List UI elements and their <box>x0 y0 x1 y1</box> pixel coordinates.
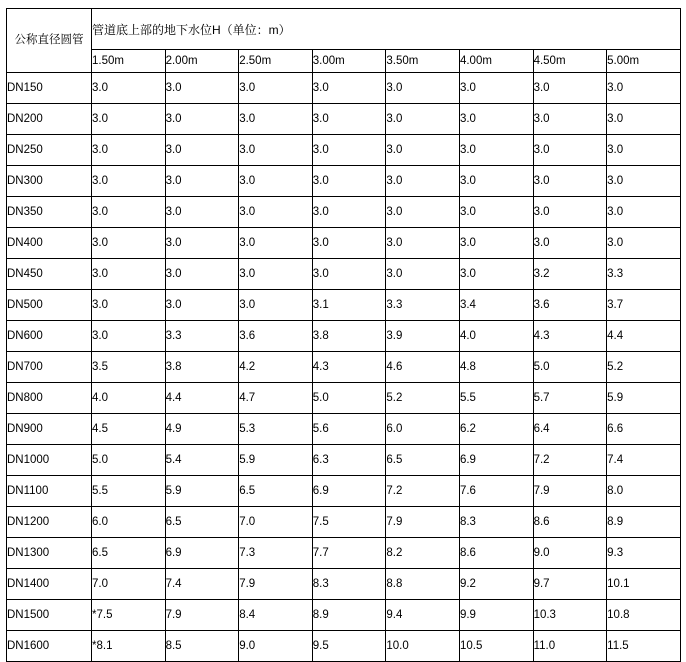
table-cell: 6.0 <box>92 507 166 538</box>
table-cell: 3.3 <box>386 290 460 321</box>
table-cell: 6.9 <box>165 538 239 569</box>
table-row <box>7 507 681 538</box>
table-cell: 5.5 <box>459 383 533 414</box>
table-cell: 3.0 <box>312 104 386 135</box>
table-row <box>7 600 681 631</box>
table-cell: 3.0 <box>607 73 681 104</box>
table-cell: 3.0 <box>459 228 533 259</box>
row-label: DN150 <box>7 73 92 104</box>
pipe-diameter-groundwater-table <box>6 8 681 662</box>
table-cell: 8.4 <box>239 600 313 631</box>
table-cell: 3.0 <box>459 166 533 197</box>
table-cell: 3.0 <box>92 166 166 197</box>
row-label: DN1300 <box>7 538 92 569</box>
table-cell: 3.0 <box>533 73 607 104</box>
row-label: DN1200 <box>7 507 92 538</box>
table-cell: 3.0 <box>239 197 313 228</box>
table-cell: 10.1 <box>607 569 681 600</box>
table-cell: 3.0 <box>607 104 681 135</box>
table-row <box>7 135 681 166</box>
column-header-6: 4.50m <box>533 50 607 73</box>
table-cell: 11.5 <box>607 631 681 662</box>
table-cell: 3.0 <box>312 228 386 259</box>
column-header-1: 2.00m <box>165 50 239 73</box>
table-cell: 7.9 <box>386 507 460 538</box>
table-cell: 3.0 <box>92 228 166 259</box>
table-cell: 4.4 <box>165 383 239 414</box>
table-cell: 3.0 <box>459 104 533 135</box>
table-cell: 3.8 <box>312 321 386 352</box>
corner-header-cell <box>7 9 92 73</box>
table-cell: 9.0 <box>533 538 607 569</box>
table-cell: 3.0 <box>533 104 607 135</box>
table-row <box>7 321 681 352</box>
table-cell: 8.0 <box>607 476 681 507</box>
table-cell: 3.3 <box>607 259 681 290</box>
table-row <box>7 445 681 476</box>
table-cell: 10.0 <box>386 631 460 662</box>
table-cell: 3.6 <box>533 290 607 321</box>
column-header-4: 3.50m <box>386 50 460 73</box>
table-cell: 6.2 <box>459 414 533 445</box>
table-row <box>7 352 681 383</box>
table-cell: 3.0 <box>607 228 681 259</box>
table-cell: 3.0 <box>607 197 681 228</box>
table-row <box>7 166 681 197</box>
table-cell: 3.0 <box>533 166 607 197</box>
table-cell: 3.0 <box>92 321 166 352</box>
row-label: DN600 <box>7 321 92 352</box>
table-cell: 7.2 <box>533 445 607 476</box>
table-cell: 6.9 <box>312 476 386 507</box>
row-label: DN450 <box>7 259 92 290</box>
table-cell: 5.5 <box>92 476 166 507</box>
table-row <box>7 197 681 228</box>
row-label: DN1400 <box>7 569 92 600</box>
table-cell: 3.0 <box>533 197 607 228</box>
corner-header-label: 公称直径圆管 <box>14 33 84 46</box>
table-cell: 8.3 <box>312 569 386 600</box>
table-cell: 5.3 <box>239 414 313 445</box>
table-cell: 3.7 <box>607 290 681 321</box>
table-row <box>7 538 681 569</box>
row-label: DN350 <box>7 197 92 228</box>
table-cell: 4.8 <box>459 352 533 383</box>
table-cell: 4.9 <box>165 414 239 445</box>
table-cell: 5.4 <box>165 445 239 476</box>
table-cell: 3.0 <box>165 259 239 290</box>
table-cell: 6.5 <box>386 445 460 476</box>
table-row <box>7 290 681 321</box>
table-cell: 9.3 <box>607 538 681 569</box>
table-cell: 3.0 <box>239 259 313 290</box>
row-label: DN1500 <box>7 600 92 631</box>
table-cell: 3.8 <box>165 352 239 383</box>
table-cell: 3.0 <box>239 228 313 259</box>
table-cell: 3.0 <box>92 73 166 104</box>
table-cell: 8.9 <box>312 600 386 631</box>
table-cell: 6.4 <box>533 414 607 445</box>
table-cell: 7.2 <box>386 476 460 507</box>
row-label: DN1600 <box>7 631 92 662</box>
column-header-7: 5.00m <box>607 50 681 73</box>
row-label: DN500 <box>7 290 92 321</box>
table-cell: 3.0 <box>239 166 313 197</box>
header-row-group <box>7 9 681 50</box>
table-cell: 3.0 <box>312 197 386 228</box>
table-cell: 5.0 <box>312 383 386 414</box>
table-cell: 3.0 <box>165 73 239 104</box>
table-cell: 6.6 <box>607 414 681 445</box>
row-label: DN250 <box>7 135 92 166</box>
table-row <box>7 228 681 259</box>
table-cell: 9.2 <box>459 569 533 600</box>
table-cell: 6.5 <box>92 538 166 569</box>
table-cell: 3.0 <box>92 104 166 135</box>
table-cell: 3.0 <box>386 104 460 135</box>
table-cell: 3.6 <box>239 321 313 352</box>
table-cell: 3.0 <box>165 197 239 228</box>
table-cell: 9.4 <box>386 600 460 631</box>
table-cell: 3.0 <box>312 73 386 104</box>
table-cell: 5.9 <box>165 476 239 507</box>
table-cell: 3.0 <box>165 104 239 135</box>
row-label: DN200 <box>7 104 92 135</box>
table-cell: 7.7 <box>312 538 386 569</box>
table-cell: 3.0 <box>607 166 681 197</box>
table-cell: 3.0 <box>386 197 460 228</box>
table-row <box>7 259 681 290</box>
table-cell: 7.4 <box>165 569 239 600</box>
table-cell: 6.5 <box>239 476 313 507</box>
table-cell: 7.0 <box>92 569 166 600</box>
table-cell: 8.6 <box>459 538 533 569</box>
table-cell: 5.2 <box>607 352 681 383</box>
table-cell: 3.0 <box>92 197 166 228</box>
table-cell: 8.8 <box>386 569 460 600</box>
document-page <box>0 8 686 652</box>
table-cell: 3.2 <box>533 259 607 290</box>
table-cell: 6.3 <box>312 445 386 476</box>
table-cell: 8.9 <box>607 507 681 538</box>
table-cell: 3.0 <box>92 259 166 290</box>
table-cell: 3.0 <box>239 104 313 135</box>
table-cell: 3.0 <box>312 135 386 166</box>
table-cell: *7.5 <box>92 600 166 631</box>
table-cell: 3.5 <box>92 352 166 383</box>
table-cell: 4.0 <box>92 383 166 414</box>
table-cell: 3.0 <box>92 135 166 166</box>
table-cell: 3.0 <box>386 228 460 259</box>
column-header-0: 1.50m <box>92 50 166 73</box>
table-cell: 3.1 <box>312 290 386 321</box>
table-cell: 5.7 <box>533 383 607 414</box>
table-cell: 3.0 <box>165 166 239 197</box>
table-body <box>7 73 681 662</box>
table-cell: 4.3 <box>312 352 386 383</box>
table-cell: 3.0 <box>239 73 313 104</box>
table-cell: 3.3 <box>165 321 239 352</box>
table-row <box>7 383 681 414</box>
table-cell: 3.0 <box>312 259 386 290</box>
column-header-2: 2.50m <box>239 50 313 73</box>
table-cell: 5.6 <box>312 414 386 445</box>
table-cell: 8.5 <box>165 631 239 662</box>
table-cell: 7.0 <box>239 507 313 538</box>
table-cell: 8.2 <box>386 538 460 569</box>
table-cell: 5.9 <box>607 383 681 414</box>
table-cell: 7.4 <box>607 445 681 476</box>
table-cell: 10.5 <box>459 631 533 662</box>
table-cell: *8.1 <box>92 631 166 662</box>
table-cell: 7.3 <box>239 538 313 569</box>
row-label: DN1100 <box>7 476 92 507</box>
table-cell: 3.0 <box>165 290 239 321</box>
column-header-3: 3.00m <box>312 50 386 73</box>
table-cell: 3.0 <box>165 228 239 259</box>
table-cell: 4.2 <box>239 352 313 383</box>
row-label: DN800 <box>7 383 92 414</box>
table-cell: 3.0 <box>92 290 166 321</box>
table-cell: 6.5 <box>165 507 239 538</box>
table-cell: 6.9 <box>459 445 533 476</box>
table-cell: 9.5 <box>312 631 386 662</box>
table-row <box>7 476 681 507</box>
table-cell: 3.0 <box>165 135 239 166</box>
table-cell: 8.6 <box>533 507 607 538</box>
column-header-5: 4.00m <box>459 50 533 73</box>
table-row <box>7 414 681 445</box>
table-cell: 7.5 <box>312 507 386 538</box>
table-row <box>7 569 681 600</box>
table-cell: 8.3 <box>459 507 533 538</box>
table-cell: 5.9 <box>239 445 313 476</box>
table-cell: 10.8 <box>607 600 681 631</box>
table-cell: 7.9 <box>165 600 239 631</box>
table-cell: 9.7 <box>533 569 607 600</box>
table-cell: 3.4 <box>459 290 533 321</box>
table-cell: 6.0 <box>386 414 460 445</box>
table-cell: 11.0 <box>533 631 607 662</box>
table-cell: 7.9 <box>239 569 313 600</box>
table-cell: 9.0 <box>239 631 313 662</box>
table-cell: 5.2 <box>386 383 460 414</box>
table-cell: 3.0 <box>386 135 460 166</box>
table-cell: 4.5 <box>92 414 166 445</box>
table-cell: 3.0 <box>533 228 607 259</box>
table-cell: 7.9 <box>533 476 607 507</box>
table-cell: 9.9 <box>459 600 533 631</box>
table-cell: 7.6 <box>459 476 533 507</box>
table-cell: 3.0 <box>459 73 533 104</box>
table-cell: 4.6 <box>386 352 460 383</box>
table-cell: 4.7 <box>239 383 313 414</box>
table-cell: 3.0 <box>533 135 607 166</box>
table-cell: 3.9 <box>386 321 460 352</box>
row-label: DN700 <box>7 352 92 383</box>
table-cell: 3.0 <box>239 135 313 166</box>
table-head <box>7 9 681 73</box>
table-cell: 3.0 <box>386 166 460 197</box>
table-row <box>7 631 681 662</box>
row-label: DN900 <box>7 414 92 445</box>
group-header-cell: 管道底上部的地下水位H（单位：m） <box>92 9 681 50</box>
table-row <box>7 104 681 135</box>
table-row <box>7 73 681 104</box>
header-row-columns <box>7 50 681 73</box>
table-cell: 3.0 <box>459 259 533 290</box>
table-cell: 3.0 <box>386 73 460 104</box>
table-cell: 5.0 <box>92 445 166 476</box>
table-cell: 3.0 <box>459 197 533 228</box>
row-label: DN300 <box>7 166 92 197</box>
table-cell: 3.0 <box>239 290 313 321</box>
table-cell: 3.0 <box>607 135 681 166</box>
table-cell: 3.0 <box>459 135 533 166</box>
row-label: DN1000 <box>7 445 92 476</box>
table-cell: 5.0 <box>533 352 607 383</box>
table-cell: 3.0 <box>386 259 460 290</box>
row-label: DN400 <box>7 228 92 259</box>
table-cell: 3.0 <box>312 166 386 197</box>
table-cell: 4.0 <box>459 321 533 352</box>
table-cell: 10.3 <box>533 600 607 631</box>
table-cell: 4.4 <box>607 321 681 352</box>
table-cell: 4.3 <box>533 321 607 352</box>
